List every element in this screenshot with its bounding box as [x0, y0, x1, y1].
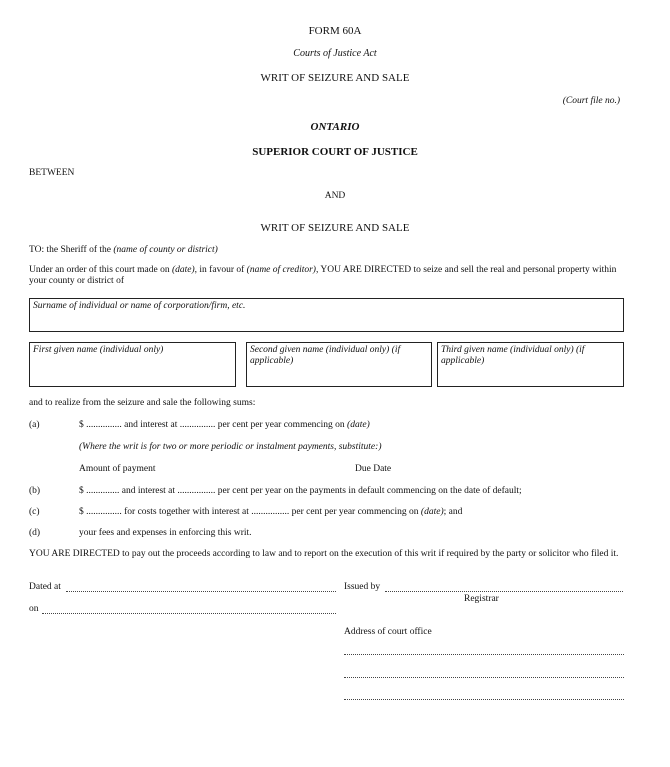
realize-text: and to realize from the seizure and sale the following sums:: [29, 398, 256, 408]
to-sheriff-prefix: TO: the Sheriff of the: [29, 245, 114, 255]
on-date-line[interactable]: [42, 613, 336, 614]
third-name-field[interactable]: [437, 342, 624, 387]
third-name-field-label: Third given name (individual only) (if applicable): [441, 345, 585, 366]
surname-field-label: Surname of individual or name of corporation/firm, etc.: [33, 301, 246, 311]
item-c-body: $ ............... for costs together with interest at ................ per cent per year commencing on: [79, 507, 421, 517]
court-heading: SUPERIOR COURT OF JUSTICE: [252, 146, 418, 158]
dated-at-label: Dated at: [29, 582, 61, 592]
address-line-1[interactable]: [344, 654, 624, 655]
to-sheriff-line: [29, 245, 218, 255]
order-date-placeholder: (date): [171, 265, 195, 275]
item-c-label: (c): [29, 507, 40, 517]
on-label: on: [29, 604, 39, 614]
act-name: Courts of Justice Act: [293, 48, 377, 59]
writ-title: WRIT OF SEIZURE AND SALE: [260, 222, 410, 234]
item-a-text: [79, 420, 370, 430]
order-text-3: , YOU ARE DIRECTED to seize and sell the real and personal property within your county or district of: [29, 265, 617, 286]
form-number: FORM 60A: [308, 25, 362, 37]
form-title: WRIT OF SEIZURE AND SALE: [260, 72, 410, 84]
item-c-text: [79, 507, 462, 517]
item-a-label: (a): [29, 420, 40, 430]
surname-field[interactable]: [29, 298, 624, 332]
periodic-note: (Where the writ is for two or more periodic or instalment payments, substitute:): [79, 442, 382, 452]
order-text-2: , in favour of: [194, 265, 247, 275]
address-line-3[interactable]: [344, 699, 624, 700]
between-label: BETWEEN: [29, 168, 75, 178]
item-a-date-placeholder: (date): [347, 420, 370, 430]
court-office-address-label: Address of court office: [344, 627, 432, 637]
address-line-2[interactable]: [344, 677, 624, 678]
first-name-field-label: First given name (individual only): [33, 345, 164, 355]
court-file-number: (Court file no.): [562, 96, 620, 106]
and-label: AND: [324, 191, 346, 201]
item-c-date-placeholder: (date): [420, 507, 444, 517]
county-placeholder: (name of county or district): [113, 245, 218, 255]
due-date-label: Due Date: [355, 464, 392, 474]
item-d-label: (d): [29, 528, 41, 538]
creditor-placeholder: (name of creditor): [246, 265, 316, 275]
second-name-field-label: Second given name (individual only) (if applicable): [250, 345, 401, 366]
amount-of-payment-label: Amount of payment: [79, 464, 156, 474]
item-b-text: $ .............. and interest at ................ per cent per year on the payments in default commencing on the date of default;: [79, 486, 522, 496]
province-heading: ONTARIO: [310, 121, 360, 133]
directed-paragraph: YOU ARE DIRECTED to pay out the proceeds according to law and to report on the execution of this writ if required by the party or solicitor who filed it.: [29, 549, 619, 559]
item-d-text: your fees and expenses in enforcing this writ.: [79, 528, 252, 538]
order-text-1: Under an order of this court made on: [29, 265, 172, 275]
second-name-field[interactable]: [246, 342, 432, 387]
first-name-field[interactable]: [29, 342, 236, 387]
item-a-body: $ ............... and interest at ............... per cent per year commencing on: [79, 420, 348, 430]
issued-by-line[interactable]: [385, 591, 623, 592]
registrar-label: Registrar: [464, 594, 499, 604]
dated-at-line[interactable]: [66, 591, 336, 592]
issued-by-label: Issued by: [344, 582, 381, 592]
item-c-tail: ; and: [443, 507, 463, 517]
order-paragraph: [29, 265, 629, 287]
item-b-label: (b): [29, 486, 41, 496]
